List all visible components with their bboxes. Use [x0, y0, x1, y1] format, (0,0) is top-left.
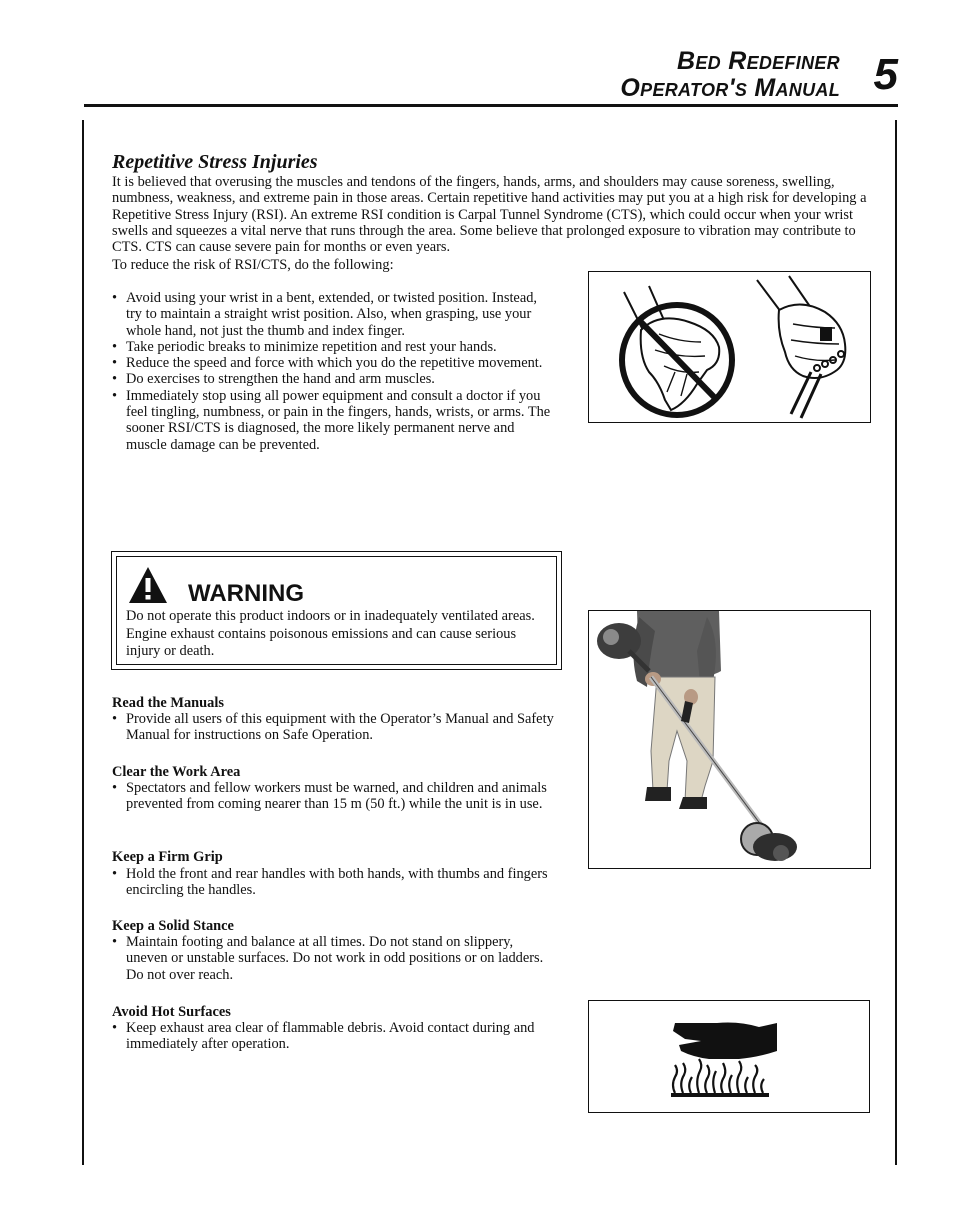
list-item-text: Hold the front and rear handles with both hands, with thumbs and fingers encircling the handles. — [126, 866, 548, 899]
warning-title: WARNING — [188, 580, 304, 607]
list-item-text: Provide all users of this equipment with the Operator’s Manual and Safety Manual for instructions on Safe Operation. — [126, 711, 554, 744]
header-divider — [84, 104, 898, 107]
operator-photo — [589, 611, 870, 868]
list-item — [112, 290, 554, 339]
gloved-hand-icon — [589, 272, 870, 422]
read-manuals-heading: Read the Manuals — [112, 695, 224, 711]
hot-surface-figure — [588, 1000, 870, 1113]
manual-title-line2: Operator's Manual — [620, 74, 840, 102]
list-item — [112, 339, 554, 355]
manual-title-line1: Bed Redefiner — [677, 47, 840, 75]
list-item-text: Reduce the speed and force with which you do the repetitive movement. — [126, 355, 543, 372]
clear-work-area-list — [112, 780, 558, 813]
list-item — [112, 934, 558, 983]
manual-title — [620, 48, 840, 102]
bullet-icon: • — [112, 780, 118, 796]
bullet-icon: • — [112, 355, 118, 372]
list-item-text: Do exercises to strengthen the hand and arm muscles. — [126, 371, 435, 388]
warning-triangle-icon — [127, 565, 169, 605]
bullet-icon: • — [112, 387, 118, 404]
bullet-icon: • — [112, 1020, 118, 1036]
bullet-icon: • — [112, 290, 118, 306]
wrist-position-figure — [588, 271, 871, 423]
list-item-text: Keep exhaust area clear of flammable debris. Avoid contact during and immediately after operation. — [126, 1020, 535, 1053]
solid-stance-heading: Keep a Solid Stance — [112, 918, 234, 934]
list-item — [112, 780, 558, 813]
left-border — [82, 120, 84, 1165]
list-item-text: Immediately stop using all power equipment and consult a doctor if you feel tingling, numbness, or pain in the fingers, hands, wrists, or arms. The sooner RSI/CTS is diagnosed, the more likely permanent nerve and muscle damage can be prevented. — [126, 387, 551, 453]
firm-grip-heading: Keep a Firm Grip — [112, 849, 223, 865]
rsi-intro-paragraph: It is believed that overusing the muscles and tendons of the fingers, hands, arms, and shoulders may cause soreness, swelling, numbness, weakness, and extreme pain in those areas. Certain repetitive hand activities may put you at a high risk for developing a Repetitive Stress Injury (RSI). An extreme RSI condition is Carpal Tunnel Syndrome (CTS), which could occur when your wrist swells and squeezes a vital nerve that runs through the area. Some believe that prolonged exposure to vibration may contribute to CTS. CTS can cause severe pain for months or even years. — [112, 174, 867, 256]
rsi-lead-paragraph: To reduce the risk of RSI/CTS, do the following: — [112, 257, 394, 273]
list-item — [112, 1020, 558, 1053]
solid-stance-list — [112, 934, 558, 983]
hot-surfaces-list — [112, 1020, 558, 1053]
list-item — [112, 388, 554, 453]
rsi-heading: Repetitive Stress Injuries — [112, 151, 318, 173]
list-item-text: Avoid using your wrist in a bent, extended, or twisted position. Instead, try to maintain a straight wrist position. Also, when grasping, use your whole hand, not just the thumb and index finger. — [126, 290, 538, 339]
read-manuals-list — [112, 711, 558, 744]
rsi-bullet-list — [112, 290, 554, 453]
hot-surfaces-heading: Avoid Hot Surfaces — [112, 1004, 231, 1020]
right-border — [895, 120, 897, 1165]
list-item — [112, 371, 554, 387]
list-item — [112, 711, 558, 744]
operator-photo-figure — [588, 610, 871, 869]
list-item — [112, 355, 554, 371]
bullet-icon: • — [112, 338, 118, 355]
page-number: 5 — [873, 50, 898, 99]
hot-surface-icon — [589, 1001, 869, 1112]
list-item — [112, 866, 558, 899]
warning-text: Do not operate this product indoors or in inadequately ventilated areas. Engine exhaust contains poisonous emissions and can cause serious injury or death. — [126, 608, 535, 659]
list-item-text: Take periodic breaks to minimize repetition and rest your hands. — [126, 338, 497, 355]
firm-grip-list — [112, 866, 558, 899]
bullet-icon: • — [112, 934, 118, 950]
clear-work-area-heading: Clear the Work Area — [112, 764, 241, 780]
list-item-text: Spectators and fellow workers must be warned, and children and animals prevented from coming nearer than 15 m (50 ft.) while the unit is in use. — [126, 780, 547, 813]
bullet-icon: • — [112, 866, 118, 882]
list-item-text: Maintain footing and balance at all times. Do not stand on slippery, uneven or unstable surfaces. Do not work in odd positions or on ladders. Do not over reach. — [126, 934, 544, 983]
bullet-icon: • — [112, 711, 118, 727]
bullet-icon: • — [112, 371, 118, 388]
